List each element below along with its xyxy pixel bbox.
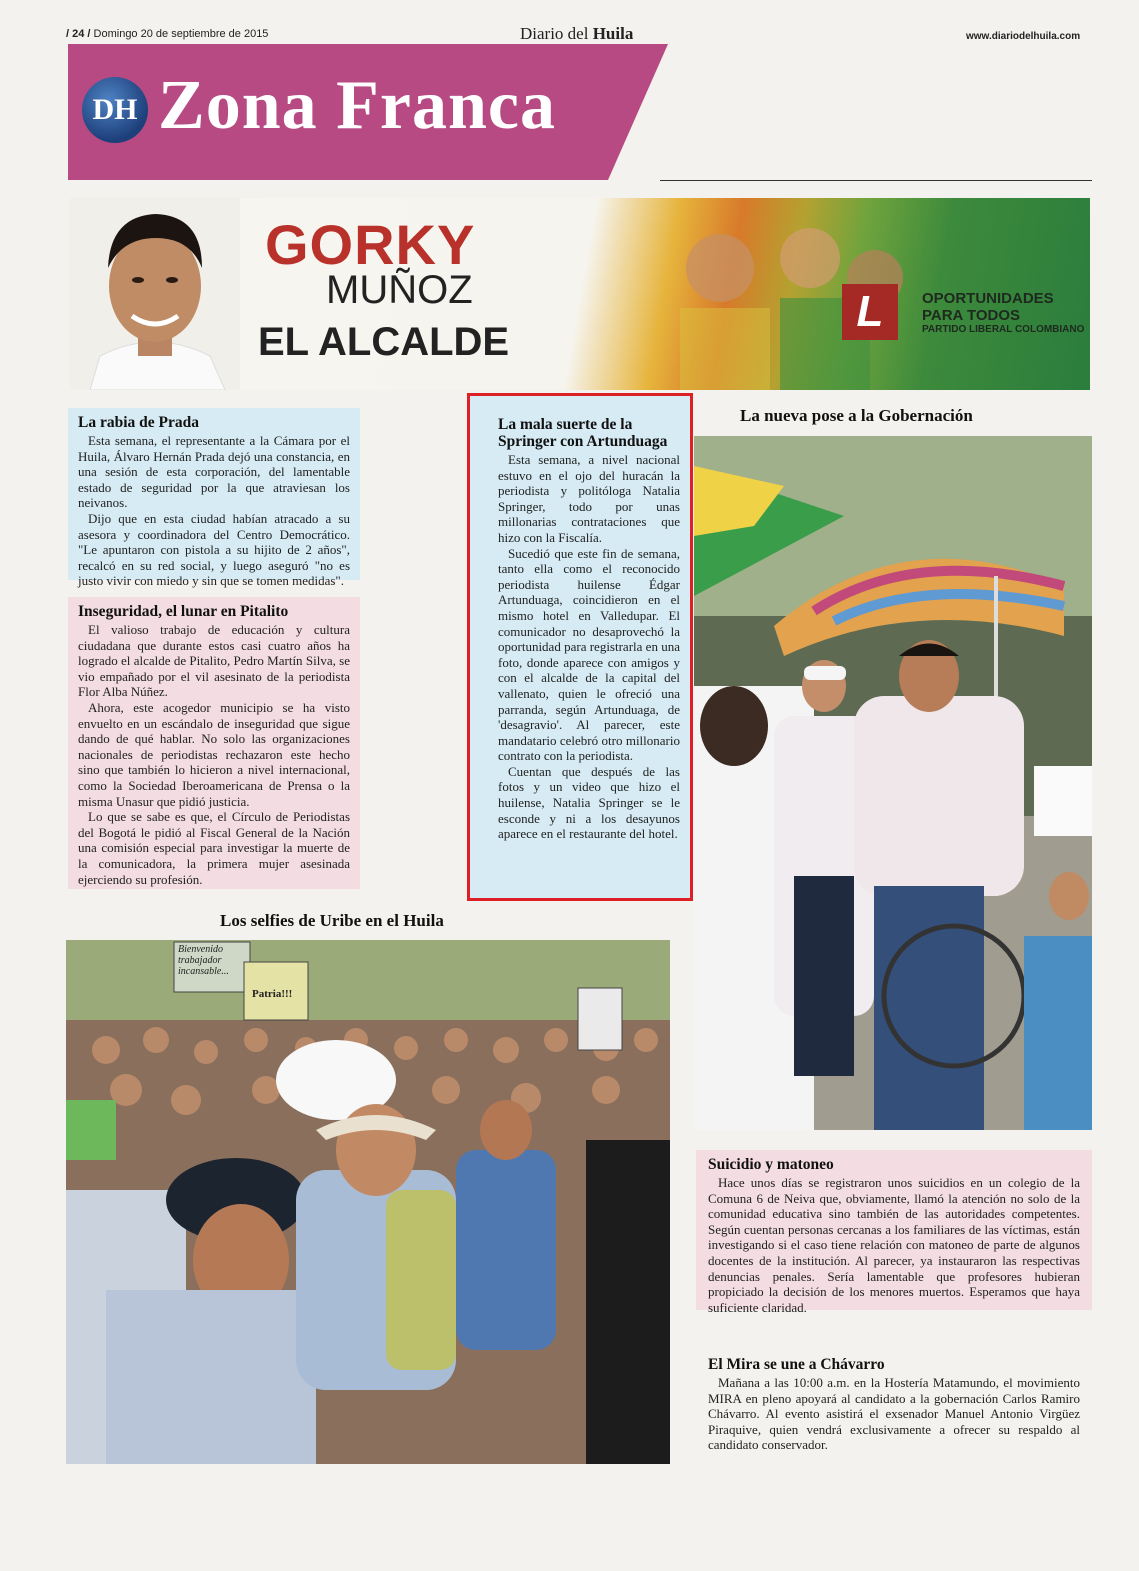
campaign-photo [694,436,1092,1130]
article-paragraph: Esta semana, a nivel nacional estuvo en el ojo del huracán la periodista y politóloga Natalia Springer, todo por unas millonarias contrataciones que hizo con la Fiscalía. [498,452,680,545]
article-paragraph: El valioso trabajo de educación y cultura ciudadana que durante estos casi cuatro años ha logrado el alcalde de Pitalito, Pedro Martín Silva, se vio empañado por el vil asesinato de la periodista Flor Alba Núñez. [78,622,350,700]
ad-slogan-line2: PARA TODOS [922,307,1021,324]
newspaper-name [520,24,633,44]
photo-uribe [66,940,670,1464]
article-paragraph: Hace unos días se registraron unos suicidios en un colegio de la Comuna 6 de Neiva que, obviamente, llamó la atención no solo de la comunidad educativa sino también de las autoridades competentes. Según cuentan personas cercanas a los familiares de las víctimas, están investigando si el caso tiene relación con matoneo de parte de algunos docentes de la institución. Al parecer, ya instauraron las respectivas denuncias penales. Sería lamentable que profesores hubieran propiciado la decisión de los menores muertos. Esperamos que haya suficiente claridad. [708,1175,1080,1315]
section-title: Zona Franca [158,67,556,144]
article-paragraph: Esta semana, el representante a la Cámara por el Huila, Álvaro Hernán Prada dejó una constancia, en una sesión de esta corporación, del lamentable estado de seguridad por la que atraviesan los neivanos. [78,433,350,511]
article-suicidio [696,1150,1092,1315]
candidate-portrait [70,198,240,390]
ad-name-first: GORKY [265,213,476,276]
liberal-party-logo: L [842,284,898,340]
article-paragraph: Lo que se sabe es que, el Círculo de Periodistas del Bogotá le pidió al Fiscal General de la Nación una comisión especial para investigar la muerte de la comunicadora, la primera mujer asesinada ejerciendo su profesión. [78,809,350,887]
page-folio [66,28,268,40]
article-paragraph: Sucedió que este fin de semana, tanto ella como el reconocido periodista huilense Édgar Artunduaga, coincidieron en el mismo hotel en Valledupar. El comunicador no desaprovechó la oportunidad para registrarla en una foto, donde aparece con amigos y con el alcalde de la capital del vallenato, quien le ofreció una parranda, según Artunduaga, de 'desagravio'. Al parecer, este mandatario celebró otro millonario contrato con la periodista. [498,545,680,764]
article-pitalito [68,597,360,889]
article-paragraph: Ahora, este acogedor municipio se ha visto envuelto en un escándalo de inseguridad que sigue dando de qué hablar. No solo las organizaciones nacionales de periodistas rechazaron este hecho sino que también lo hicieron a nivel internacional, como la Sociedad Iberoamericana de Prensa o la misma Unasur que pidió justicia. [78,699,350,809]
banner-rule [660,180,1092,181]
article-title: El Mira se une a Chávarro [708,1356,885,1373]
article-title: Inseguridad, el lunar en Pitalito [78,603,289,620]
protest-sign: Patria!!! [252,988,293,1000]
ad-name-last: MUÑOZ [326,268,473,312]
page-number: / 24 / [66,28,91,40]
newspaper-name-bold: Huila [592,24,634,43]
dh-logo: DH [82,77,148,143]
article-paragraph: Dijo que en esta ciudad habían atracado a su asesora y coordinadora del Centro Democrático. "Le apuntaron con pistola a su hijito de 2 años", recalcó en su red social, y luego aseguró "no es justo vivir con miedo y sin que se tomen medidas". [78,510,350,589]
article-paragraph: Cuentan que después de las fotos y un video que hizo el huilense, Natalia Springer se le esconde y ni a los desayunos aparece en el restaurante del hotel. [498,763,680,842]
photo-heading-gobernacion: La nueva pose a la Gobernación [740,406,973,425]
ad-slogan-line1: OPORTUNIDADES [922,290,1054,307]
article-prada [68,408,360,589]
photo-gobernacion [694,436,1092,1130]
protest-sign: Bienvenido trabajador incansable... [178,944,229,977]
article-springer [467,393,693,901]
ad-tagline: EL ALCALDE [258,320,510,364]
publication-date: Domingo 20 de septiembre de 2015 [93,28,269,40]
newspaper-name-prefix: Diario del [520,24,589,43]
article-title: La mala suerte de la Springer con Artunduaga [498,416,668,450]
article-title: La rabia de Prada [78,414,199,431]
article-mira [696,1352,1092,1452]
campaign-ad [70,198,1090,390]
article-title: Suicidio y matoneo [708,1156,834,1173]
rally-photo [66,940,670,1464]
photo-heading-uribe: Los selfies de Uribe en el Huila [220,911,444,930]
article-paragraph: Mañana a las 10:00 a.m. en la Hostería Matamundo, el movimiento MIRA en pleno apoyará al candidato a la gobernación Carlos Ramiro Chávarro. Al evento asistirá el exsenador Manuel Antonio Virgüez Piraquive, quien vendrá exclusivamente a ofrecer su respaldo al candidato conservador. [708,1375,1080,1453]
ad-party-name: PARTIDO LIBERAL COLOMBIANO [922,324,1085,335]
website-url[interactable]: www.diariodelhuila.com [966,31,1081,42]
